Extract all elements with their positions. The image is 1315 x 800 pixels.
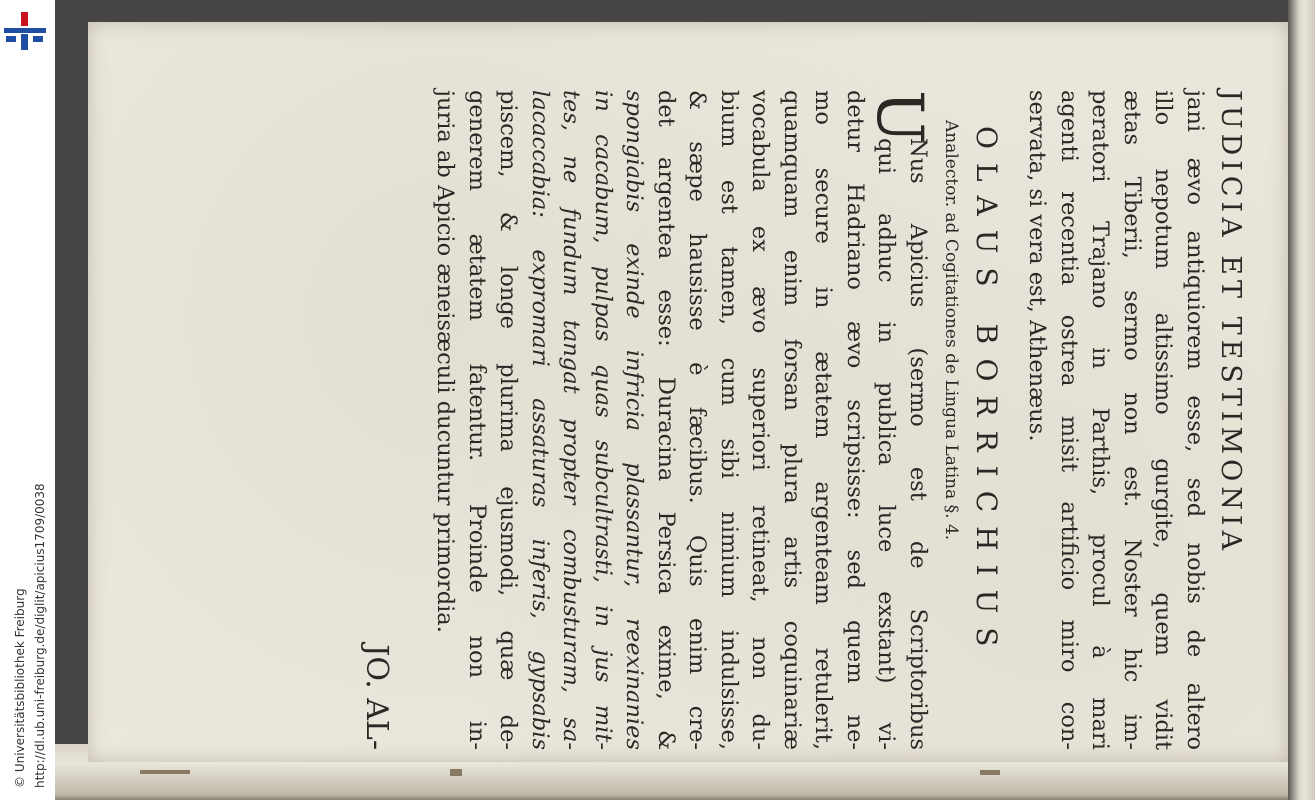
source-url[interactable]: http://dl.ub.uni-freiburg.de/diglit/apicius1709/0038	[33, 483, 47, 788]
text-line: & sæpe hausisse è fæcibus. Quis enim cre-	[684, 90, 711, 750]
section-heading: JUDICIA ET TESTIMONIA	[1215, 90, 1246, 556]
text-line: juria ab Apicio æneisæculi ducuntur primordia.	[432, 90, 459, 633]
page-text	[351, 90, 1250, 750]
text-line: generem ætatem fatentur. Proinde non in-	[464, 90, 490, 750]
book-cover-edge	[1288, 0, 1315, 800]
author-heading: OLAUS BORRICHIUS	[970, 126, 1003, 661]
text-line: det argentea esse: Duracina Persica exime, &	[653, 90, 679, 750]
text-line: peratori Trajano in Parthis, procul à mari	[1087, 90, 1114, 750]
text-line: piscem, & longe plurima ejusmodi, quæ de-	[495, 90, 522, 750]
text-line: agenti recentia ostrea misit artificio miro con-	[1056, 90, 1082, 750]
text-block-2	[429, 90, 936, 750]
text-line: vocabula ex ævo superiori retineat, non du-	[747, 90, 774, 750]
university-logo-icon	[4, 12, 46, 50]
text-line: tes, ne fundum tangat propter combusturam, sa-	[558, 90, 585, 750]
binding-marks	[130, 768, 1230, 778]
source-citation: Analector. ad Cogitationes de Lingua Latina §. 4.	[941, 120, 961, 541]
text-line: detur Hadriano ævo scripsisse: sed quem ne-	[842, 90, 868, 750]
text-line: servata, si vera est, Athenæus.	[1024, 90, 1051, 442]
text-line: lacaccabia: expromari assaturas inferis, gypsabis	[527, 90, 553, 750]
drop-cap: U	[862, 90, 936, 144]
catchword: JO. AL-	[359, 644, 394, 750]
text-line: bium est tamen, cum sibi nimium indulsisse,	[716, 90, 742, 750]
text-line: quamquam enim forsan plura artis coquinariæ	[779, 90, 805, 750]
text-line: mo secure in ætatem argenteam retulerit,	[810, 90, 837, 750]
text-line: Nus Apicius (sermo est de Scriptoribus	[905, 138, 931, 750]
viewer-sidebar	[0, 0, 55, 800]
text-line: spongiabis exinde infricia plassantur, reexinanies	[621, 90, 648, 750]
text-line: illo nepotum altissimo gurgite, quem vidit	[1150, 90, 1177, 750]
text-line: qui adhuc in publica luce exstant) vi-	[873, 138, 900, 750]
text-block-1	[1021, 90, 1210, 750]
text-line: jani ævo antiquiorem esse, sed nobis de altero	[1182, 90, 1208, 750]
text-line: in cacabum, pulpas quas subcultrasti, in jus mit-	[590, 90, 616, 750]
text-line: ætas Tiberii, sermo non est. Noster hic im-	[1119, 90, 1145, 750]
copyright-notice: © Universitätsbibliothek Freiburg	[13, 588, 27, 788]
